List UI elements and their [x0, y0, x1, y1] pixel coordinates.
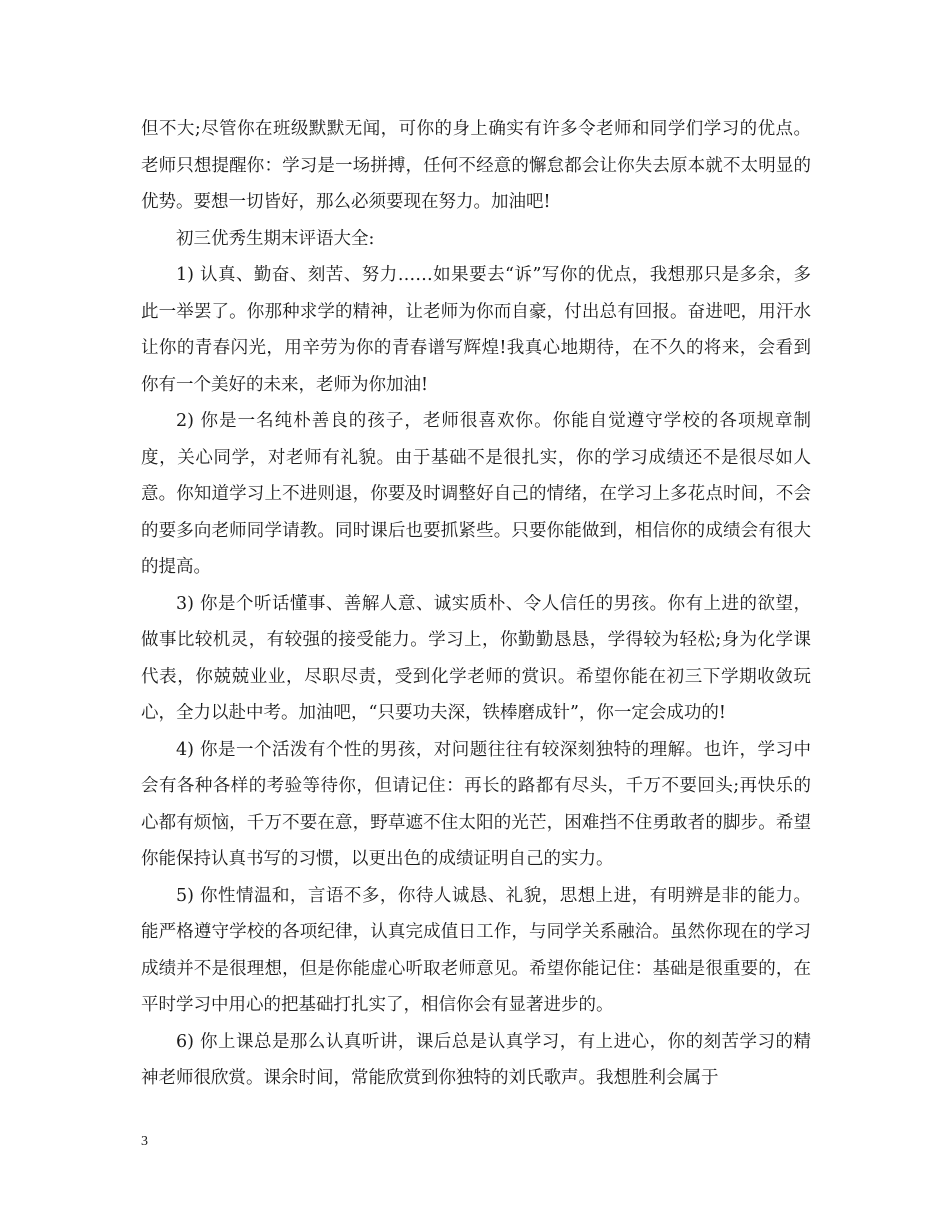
comment-paragraph-3: 3) 你是个听话懂事、善解人意、诚实质朴、令人信任的男孩。你有上进的欲望，做事比较机灵，有较强的接受能力。学习上，你勤勤恳恳，学得较为轻松;身为化学课代表，你兢兢业业，尽职尽责，受到化学老师的赏识。希望你能在初三下学期收敛玩心，全力以赴中考。加油吧，“只要功夫深，铁棒磨成针”，你一定会成功的!: [141, 593, 811, 723]
comment-paragraph-1: 1) 认真、勤奋、刻苦、努力……如果要去“诉”写你的优点，我想那只是多余，多此一举罢了。你那种求学的精神，让老师为你而自豪，付出总有回报。奋进吧，用汗水让你的青春闪光，用辛劳为你的青春谱写辉煌!我真心地期待，在不久的将来，会看到你有一个美好的未来，老师为你加油!: [141, 265, 811, 395]
comment-paragraph-5: 5) 你性情温和，言语不多，你待人诚恳、礼貌，思想上进，有明辨是非的能力。能严格遵守学校的各项纪律，认真完成值日工作，与同学关系融洽。虽然你现在的学习成绩并不是很理想，但是你能虚心听取老师意见。希望你能记住：基础是很重要的，在平时学习中用心的把基础打扎实了，相信你会有显著进步的。: [141, 885, 811, 1015]
section-heading: 初三优秀生期末评语大全:: [176, 228, 375, 249]
paragraph-continuation: 但不大;尽管你在班级默默无闻，可你的身上确实有许多令老师和同学们学习的优点。老师只想提醒你：学习是一场拼搏，任何不经意的懈怠都会让你失去原本就不太明显的优势。要想一切皆好，那么必须要现在努力。加油吧!: [141, 119, 811, 212]
comment-paragraph-6: 6) 你上课总是那么认真听讲，课后总是认真学习，有上进心，你的刻苦学习的精神老师很欣赏。课余时间，常能欣赏到你独特的刘氏歌声。我想胜利会属于: [141, 1031, 811, 1088]
document-body: [141, 111, 811, 1097]
page-number: 3: [141, 1134, 148, 1149]
comment-paragraph-2: 2) 你是一名纯朴善良的孩子，老师很喜欢你。你能自觉遵守学校的各项规章制度，关心同学，对老师有礼貌。由于基础不是很扎实，你的学习成绩还不是很尽如人意。你知道学习上不进则退，你要及时调整好自己的情绪，在学习上多花点时间，不会的要多向老师同学请教。同时课后也要抓紧些。只要你能做到，相信你的成绩会有很大的提高。: [141, 411, 811, 577]
comment-paragraph-4: 4) 你是一个活泼有个性的男孩，对问题往往有较深刻独特的理解。也许，学习中会有各种各样的考验等待你，但请记住：再长的路都有尽头，千万不要回头;再快乐的心都有烦恼，千万不要在意，野草遮不住太阳的光芒，困难挡不住勇敢者的脚步。希望你能保持认真书写的习惯，以更出色的成绩证明自己的实力。: [141, 739, 811, 869]
